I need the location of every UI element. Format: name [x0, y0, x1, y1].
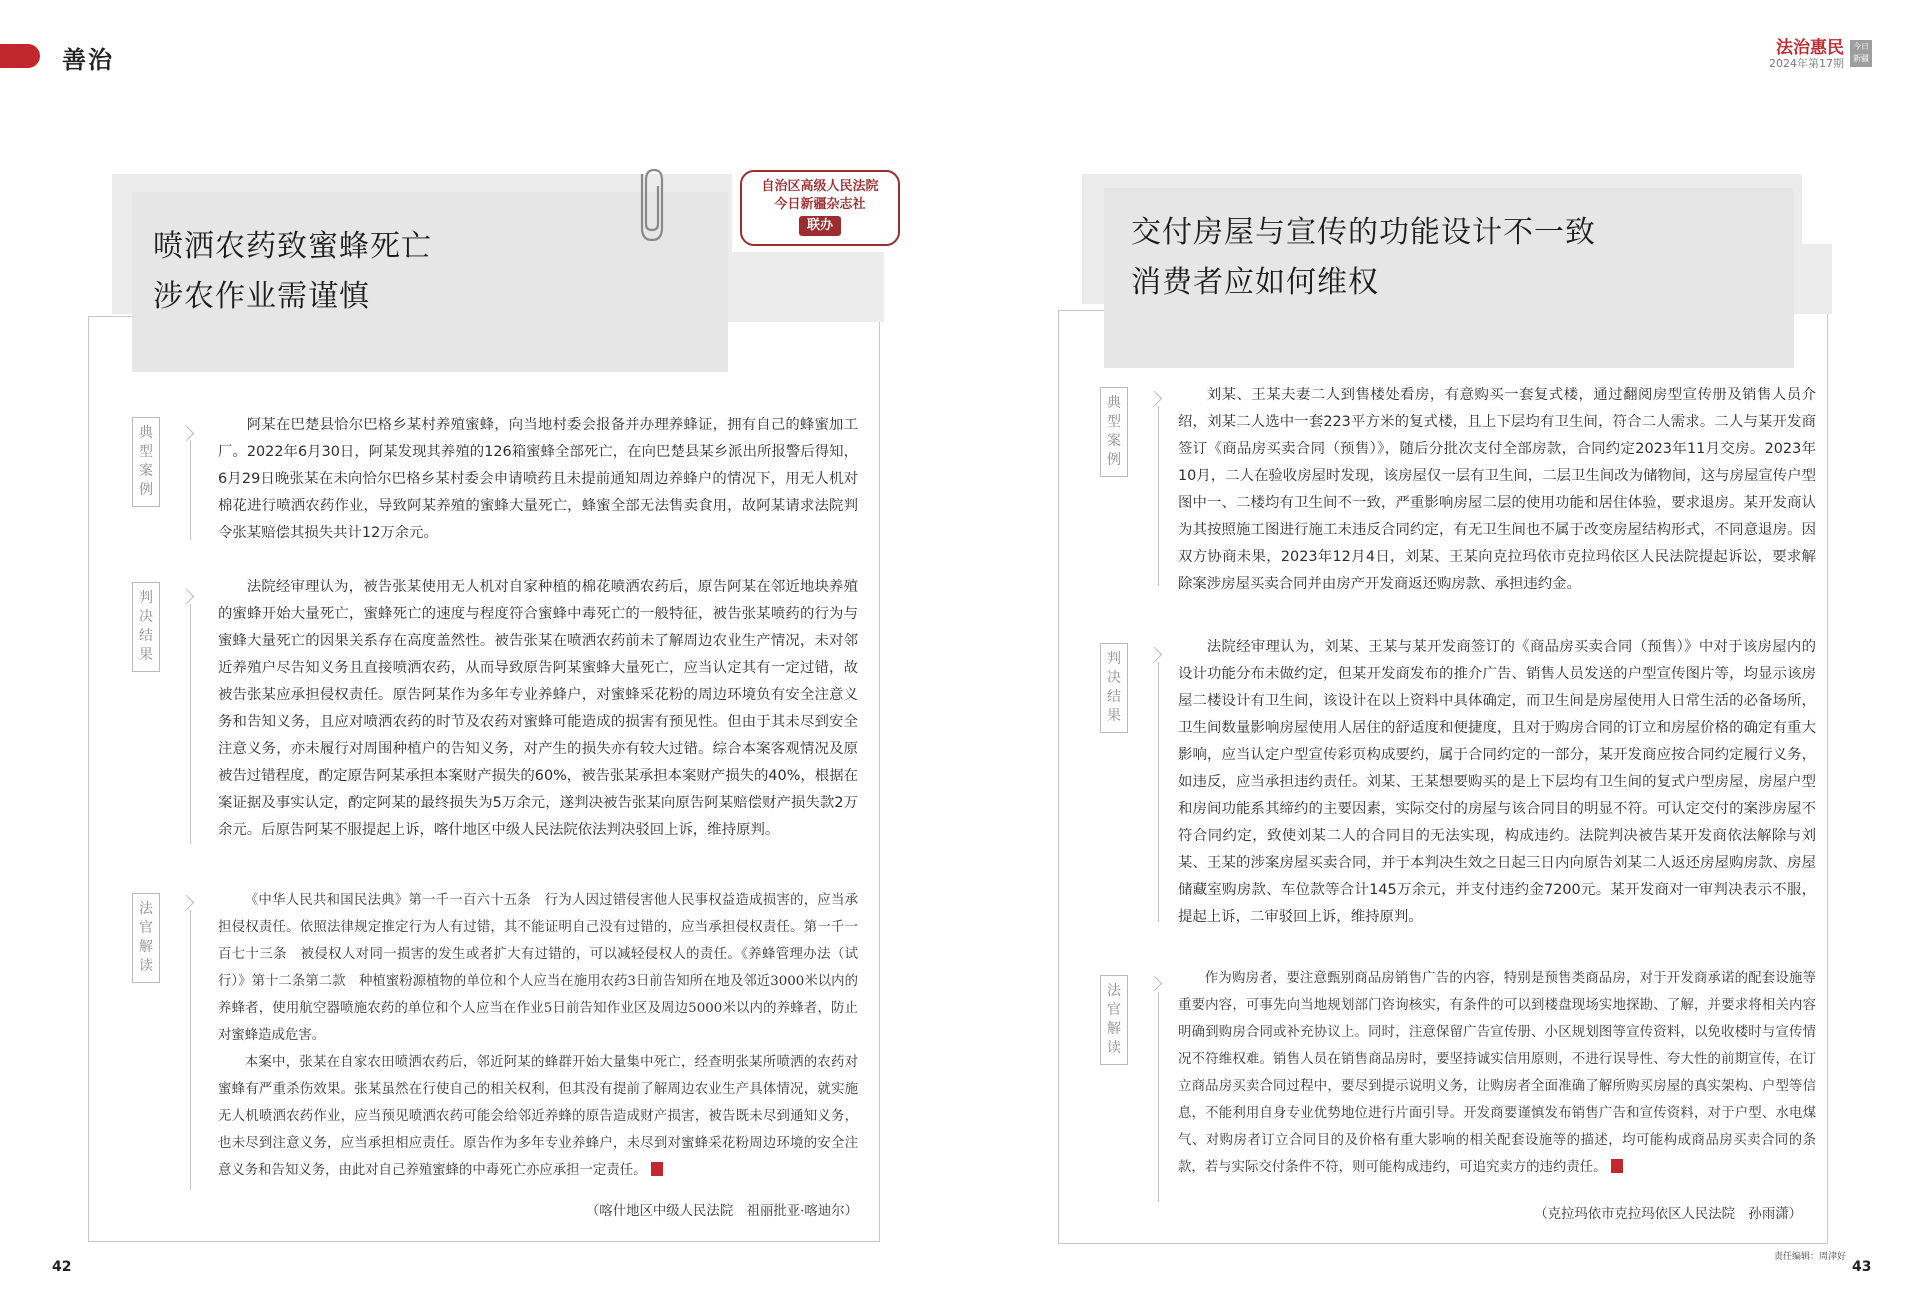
co-host-seal	[740, 170, 900, 246]
right-divider-case	[1158, 406, 1159, 586]
red-tab-marker	[0, 44, 40, 68]
right-analysis-p	[1178, 965, 1816, 1181]
left-divider-judgment	[190, 604, 191, 844]
seal-line2: 今日新疆杂志社	[774, 197, 866, 212]
right-credit: （克拉玛依市克拉玛依区人民法院 孙雨潇）	[1534, 1207, 1802, 1222]
right-case-text: 刘某、王某夫妻二人到售楼处看房，有意购买一套复式楼，通过翻阅房型宣传册及销售人员介绍，刘某二人选中一套223平方米的复式楼，且上下层均有卫生间，符合二人需求。二人与某开发商签订《商品房买卖合同（预售）》，随后分批次支付全部房款，合同约定2023年11月交房。2023年10月，二人在验收房屋时发现，该房屋仅一层有卫生间，二层卫生间改为储物间，这与房屋宣传户型图中一、二楼均有卫生间不一致，严重影响房屋二层的使用功能和居住体验，要求退房。某开发商认为其按照施工图进行施工未违反合同约定，有无卫生间也不属于改变房屋结构形式，不同意退房。因双方协商未果，2023年12月4日，刘某、王某向克拉玛依市克拉玛依区人民法院提起诉讼，要求解除案涉房屋买卖合同并由房产开发商返还购房款、承担违约金。	[1178, 387, 1816, 592]
left-title-back	[722, 252, 884, 322]
right-judgment-text: 法院经审理认为，刘某、王某与某开发商签订的《商品房买卖合同（预售）》中对于该房屋内的设计功能分布未做约定，但某开发商发布的推介广告、销售人员发送的户型宣传图片等，均显示该房屋二楼设计有卫生间，该设计在以上资料中具体确定，而卫生间是房屋使用人日常生活的必备场所，卫生间数量影响房屋使用人居住的舒适度和便捷度，且对于购房合同的订立和房屋价格的确定有重大影响，应当认定户型宣传彩页构成要约，属于合同约定的一部分，某开发商应按合同约定履行义务，如违反，应当承担违约责任。刘某、王某想要购买的是上下层均有卫生间的复式户型房屋，房屋户型和房间功能系其缔约的主要因素，实际交付的房屋与该合同目的明显不符。可认定交付的案涉房屋不符合同约定，致使刘某二人的合同目的无法实现，构成违约。法院判决被告某开发商依法解除与刘某、王某的涉案房屋买卖合同，并于本判决生效之日起三日内向原告刘某二人返还房屋购房款、房屋储藏室购房款、车位款等合计145万余元，并支付违约金7200元。某开发商对一审判决表示不服，提起上诉，二审驳回上诉，维持原判。	[1178, 639, 1816, 925]
magazine-brand	[1769, 40, 1872, 69]
right-judgment-block	[1178, 634, 1816, 931]
right-label-analysis: 法官解读	[1100, 975, 1128, 1065]
end-mark-icon	[651, 1162, 663, 1176]
brand-badge: 今日新疆	[1850, 40, 1872, 67]
left-divider-analysis	[190, 910, 191, 1190]
left-label-judgment: 判决结果	[132, 582, 160, 672]
right-article-title	[1131, 208, 1596, 308]
paperclip-icon	[628, 166, 668, 246]
left-analysis-p2-text: 本案中，张某在自家农田喷洒农药后，邻近阿某的蜂群开始大量集中死亡，经查明张某所喷洒的农药对蜜蜂有严重杀伤效果。张某虽然在行使自己的相关权利，但其没有提前了解周边农业生产具体情况，就实施无人机喷洒农药作业，应当预见喷洒农药可能会给邻近养蜂的原告造成财产损害，被告既未尽到通知义务，也未尽到注意义务，应当承担相应责任。原告作为多年专业养蜂户，未尽到对蜜蜂采花粉周边环境的安全注意义务和告知义务，由此对自己养殖蜜蜂的中毒死亡亦应承担一定责任。	[218, 1055, 858, 1178]
left-analysis-p1: 《中华人民共和国民法典》第一千一百六十五条 行为人因过错侵害他人民事权益造成损害的，应当承担侵权责任。依照法律规定推定行为人有过错，其不能证明自己没有过错的，应当承担侵权责任。第一千一百七十三条 被侵权人对同一损害的发生或者扩大有过错的，可以减轻侵权人的责任。《养蜂管理办法（试行）》第十二条第二款 种植蜜粉源植物的单位和个人应当在施用农药3日前告知所在地及邻近3000米以内的养蜂者，使用航空器喷施农药的单位和个人应当在作业5日前告知作业区及周边5000米以内的养蜂者，防止对蜜蜂造成危害。	[218, 893, 858, 1043]
page-number-left: 42	[52, 1259, 72, 1275]
right-case-block	[1178, 382, 1816, 598]
left-credit: （喀什地区中级人民法院 祖丽批亚·喀迪尔）	[585, 1204, 858, 1219]
left-label-case: 典型案例	[132, 417, 160, 507]
seal-line1: 自治区高级人民法院	[761, 179, 879, 194]
end-mark-icon	[1611, 1159, 1623, 1173]
brand-name: 法治惠民	[1776, 38, 1844, 58]
left-article-title	[153, 222, 432, 322]
left-case-block	[218, 412, 858, 547]
left-judgment-text: 法院经审理认为，被告张某使用无人机对自家种植的棉花喷洒农药后，原告阿某在邻近地块养殖的蜜蜂开始大量死亡，蜜蜂死亡的速度与程度符合蜜蜂中毒死亡的一般特征，被告张某喷药的行为与蜜蜂大量死亡的因果关系存在高度盖然性。被告张某在喷洒农药前未了解周边农业生产情况，未对邻近养殖户尽告知义务且直接喷洒农药，从而导致原告阿某蜜蜂大量死亡，应当认定其有一定过错，故被告张某应承担侵权责任。原告阿某作为多年专业养蜂户，对蜜蜂采花粉的周边环境负有安全注意义务和告知义务，且应对喷洒农药的时节及农药对蜜蜂可能造成的损害有预见性。但由于其未尽到安全注意义务，亦未履行对周围种植户的告知义务，对产生的损失亦有较大过错。综合本案客观情况及原被告过错程度，酌定原告阿某承担本案财产损失的60%，被告张某承担本案财产损失的40%，根据在案证据及事实认定，酌定阿某的最终损失为5万余元，遂判决被告张某向原告阿某赔偿财产损失款2万余元。后原告阿某不服提起上诉，喀什地区中级人民法院依法判决驳回上诉，维持原判。	[218, 579, 858, 838]
right-title-line2: 消费者应如何维权	[1131, 265, 1379, 300]
right-analysis-block	[1178, 965, 1816, 1181]
right-title-line1: 交付房屋与宣传的功能设计不一致	[1131, 215, 1596, 250]
right-divider-analysis	[1158, 992, 1159, 1202]
left-case-text: 阿某在巴楚县恰尔巴格乡某村养殖蜜蜂，向当地村委会报备并办理养蜂证，拥有自己的蜂蜜加工厂。2022年6月30日，阿某发现其养殖的126箱蜜蜂全部死亡，在向巴楚县某乡派出所报警后得知，6月29日晚张某在未向恰尔巴格乡某村委会申请喷药且未提前通知周边养蜂户的情况下，用无人机对棉花进行喷洒农药作业，导致阿某养殖的蜜蜂大量死亡，蜂蜜全部无法售卖食用，故阿某请求法院判令张某赔偿其损失共计12万余元。	[218, 417, 858, 541]
left-analysis-block	[218, 887, 858, 1184]
section-title: 善治	[62, 45, 114, 74]
left-label-analysis: 法官解读	[132, 893, 160, 983]
editor-credit: 责任编辑：周津好	[1774, 1252, 1847, 1262]
left-judgment-block	[218, 574, 858, 844]
left-divider-case	[190, 440, 191, 540]
left-title-line1: 喷洒农药致蜜蜂死亡	[153, 229, 432, 264]
right-divider-judgment	[1158, 662, 1159, 922]
right-label-case: 典型案例	[1100, 387, 1128, 477]
right-label-judgment: 判决结果	[1100, 643, 1128, 733]
brand-issue: 2024年第17期	[1769, 56, 1844, 70]
seal-tag: 联办	[799, 216, 841, 236]
page-number-right: 43	[1852, 1259, 1872, 1275]
left-title-line2: 涉农作业需谨慎	[153, 279, 370, 314]
right-analysis-text: 作为购房者，要注意甄别商品房销售广告的内容，特别是预售类商品房，对于开发商承诺的配套设施等重要内容，可事先向当地规划部门咨询核实，有条件的可以到楼盘现场实地探勘、了解，并要求将相关内容明确到购房合同或补充协议上。同时，注意保留广告宣传册、小区规划图等宣传资料，以免收楼时与宣传情况不符维权难。销售人员在销售商品房时，要坚持诚实信用原则，不进行误导性、夸大性的前期宣传，在订立商品房买卖合同过程中，要尽到提示说明义务，让购房者全面准确了解所购买房屋的真实架构、户型等信息，不能利用自身专业优势地位进行片面引导。开发商要谨慎发布销售广告和宣传资料，对于户型、水电煤气、对购房者订立合同目的及价格有重大影响的相关配套设施等的描述，均可能构成商品房买卖合同的条款，若与实际交付条件不符，则可能构成违约，可追究卖方的违约责任。	[1178, 971, 1816, 1175]
left-analysis-p2	[218, 1049, 858, 1184]
